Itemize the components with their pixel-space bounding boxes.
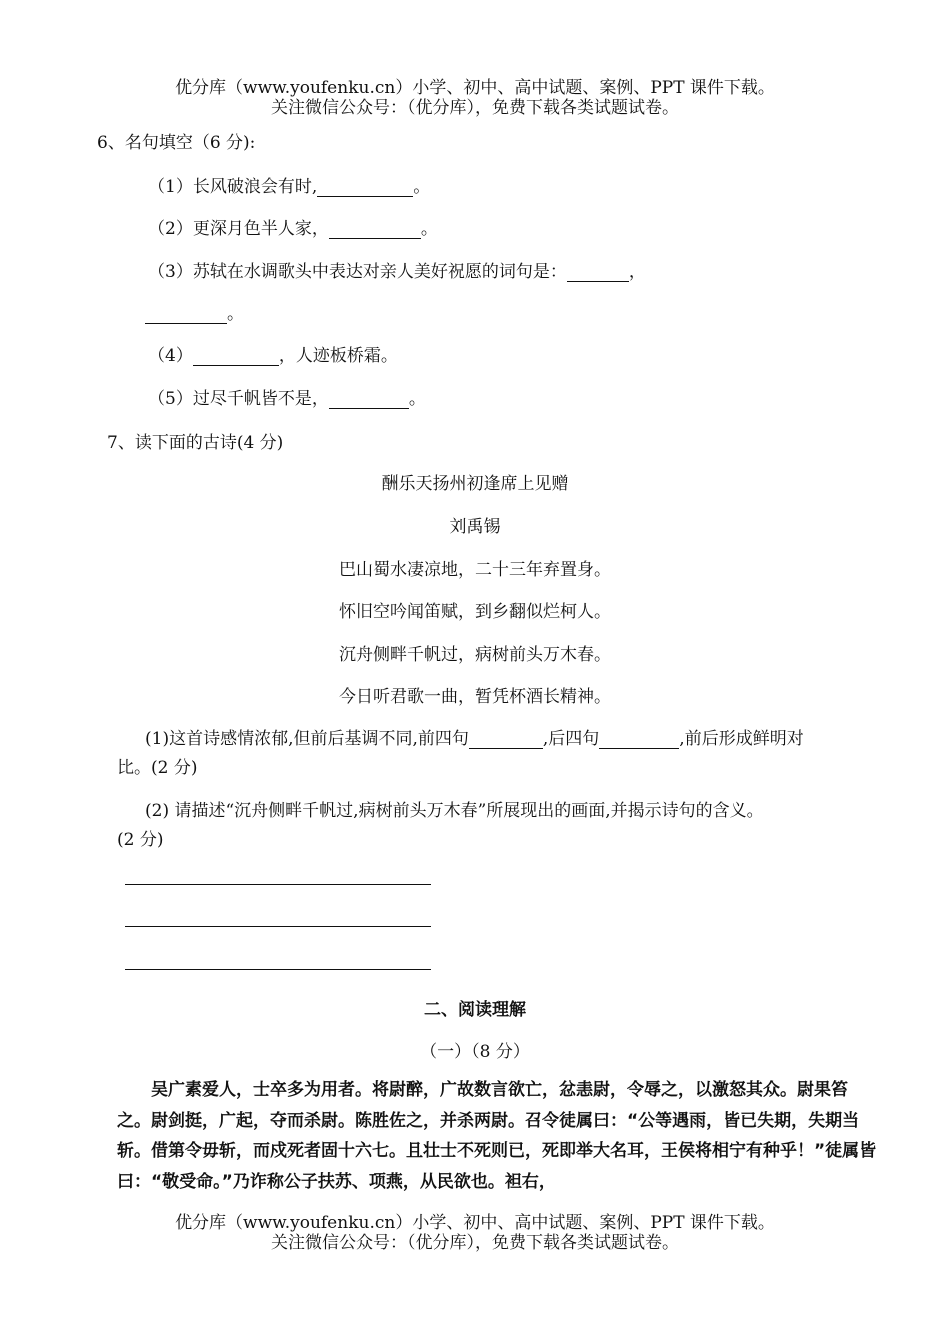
q6-item-5: （5）过尽千帆皆不是， 。 — [148, 389, 426, 409]
fill-blank[interactable] — [469, 730, 543, 749]
poem-author: 刘禹锡 — [449, 517, 501, 537]
section-title: 二、阅读理解 — [424, 1000, 526, 1020]
fill-blank[interactable] — [193, 347, 279, 366]
answer-line[interactable] — [125, 884, 431, 885]
q7-sub2-line-1: (2) 请描述“沉舟侧畔千帆过,病树前头万木春”所展现出的画面,并揭示诗句的含义。 — [145, 801, 764, 821]
page-header-line-1: 优分库（www.youfenku.cn）小学、初中、高中试题、案例、PPT 课件下载。 — [175, 78, 775, 98]
poem-title: 酬乐天扬州初逢席上见赠 — [381, 474, 569, 494]
fill-blank[interactable] — [145, 305, 227, 324]
fill-blank[interactable] — [329, 220, 421, 239]
answer-line[interactable] — [125, 926, 431, 927]
fill-blank[interactable] — [599, 730, 679, 749]
page-footer-line-2: 关注微信公众号：（优分库），免费下载各类试题试卷。 — [271, 1233, 679, 1253]
poem-line-4: 今日听君歌一曲，暂凭杯酒长精神。 — [339, 687, 611, 707]
q6-item-3: （3）苏轼在水调歌头中表达对亲人美好祝愿的词句是： ， — [148, 262, 646, 282]
fill-blank[interactable] — [567, 263, 629, 282]
poem-line-2: 怀旧空吟闻笛赋，到乡翻似烂柯人。 — [339, 602, 611, 622]
page-header-line-2: 关注微信公众号：（优分库），免费下载各类试题试卷。 — [271, 98, 679, 118]
fill-blank[interactable] — [329, 390, 409, 409]
q6-item-2: （2）更深月色半人家， 。 — [148, 219, 438, 239]
answer-line[interactable] — [125, 969, 431, 970]
poem-line-1: 巴山蜀水凄凉地，二十三年弃置身。 — [339, 560, 611, 580]
q6-item-4: （4） ，人迹板桥霜。 — [148, 346, 398, 366]
poem-line-3: 沉舟侧畔千帆过，病树前头万木春。 — [339, 645, 611, 665]
section-subtitle: （一）（8 分） — [420, 1042, 530, 1062]
q7-sub2-line-2: (2 分) — [117, 830, 164, 850]
q7-sub1-line-2: 比。(2 分) — [117, 758, 198, 778]
reading-passage: 吴广素爱人，士卒多为用者。将尉醉，广故数言欲亡，忿恚尉，令辱之，以激怒其众。尉果笞之。尉剑挺，广起，夺而杀尉。陈胜佐之，并杀两尉。召令徒属曰：“公等遇雨，皆已失期，失期当斩。借第令毋斩，而戍死者固十六七。且壮士不死则已，死即举大名耳，王侯将相宁有种乎！”徒属皆曰：“敬受命。”乃诈称公子扶苏、项燕，从民欲也。袒右， — [117, 1080, 877, 1192]
q7-title: 7、读下面的古诗(4 分) — [107, 433, 284, 453]
q6-title: 6、名句填空（6 分): — [97, 133, 256, 153]
q6-item-3-cont: 。 — [145, 299, 244, 324]
fill-blank[interactable] — [317, 178, 413, 197]
q6-item-1: （1）长风破浪会有时, 。 — [148, 177, 431, 197]
q7-sub1-line-1: (1)这首诗感情浓郁,但前后基调不同,前四句 ,后四句 ,前后形成鲜明对 — [145, 729, 804, 749]
page-footer-line-1: 优分库（www.youfenku.cn）小学、初中、高中试题、案例、PPT 课件下载。 — [175, 1213, 775, 1233]
